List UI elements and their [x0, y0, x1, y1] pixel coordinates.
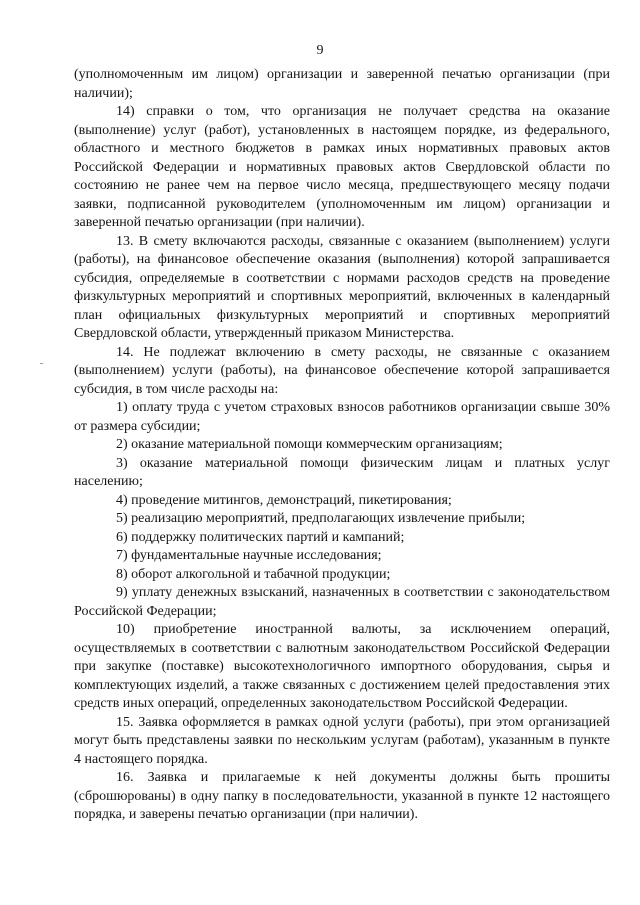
paragraph: 2) оказание материальной помощи коммерческим организациям;	[116, 437, 503, 452]
document-body	[74, 66, 610, 825]
paragraph: 10) приобретение иностранной валюты, за исключением операций, осуществляемых в соответствии с валютным законодательством Российской Федерации при закупке (поставке) высокотехнологичного импортного оборудования, сырья и комплектующих изделий, а также связанных с достижением целей предоставления этих средств иных операций, определенных законодательством Российской Федерации.	[74, 622, 610, 711]
paragraph: 7) фундаментальные научные исследования;	[116, 548, 382, 563]
paragraph: (уполномоченным им лицом) организации и заверенной печатью организации (при наличии);	[74, 67, 610, 101]
paragraph: 15. Заявка оформляется в рамках одной услуги (работы), при этом организацией могут быть представлены заявки по нескольким услугам (работам), указанным в пункте 4 настоящего порядка.	[74, 714, 610, 767]
paragraph: 14. Не подлежат включению в смету расходы, не связанные с оказанием (выполнением) услуги (работы), на финансовое обеспечение которой запрашивается субсидия, в том числе расходы на:	[74, 344, 610, 397]
scan-mark	[40, 363, 43, 364]
paragraph: 1) оплату труда с учетом страховых взносов работников организации свыше 30% от размера субсидии;	[74, 400, 610, 434]
page-number: 9	[316, 43, 324, 58]
paragraph: 4) проведение митингов, демонстраций, пикетирования;	[116, 492, 452, 508]
paragraph: 14) справки о том, что организация не получает средства на оказание (выполнение) услуг (работ), установленных в настоящем порядке, из федерального, областного и местного бюджетов в рамках иных нормативных правовых актов Российской Федерации и нормативных правовых актов Свердловской области по состоянию не ранее чем на первое число месяца, предшествующего месяцу подачи заявки, подписанной руководителем (уполномоченным им лицом) организации и заверенной печатью организации (при наличии).	[74, 104, 610, 230]
paragraph: 6) поддержку политических партий и кампаний;	[116, 529, 405, 545]
paragraph: 13. В смету включаются расходы, связанные с оказанием (выполнением) услуги (работы), на финансовое обеспечение оказания (выполнения) которой запрашивается субсидия, определяемые в соответствии с нормами расходов средств на проведение физкультурных мероприятий и спортивных мероприятий, включенных в календарный план официальных физкультурных мероприятий и спортивных мероприятий Свердловской области, утвержденный приказом Министерства.	[74, 233, 610, 341]
paragraph: 8) оборот алкогольной и табачной продукции;	[116, 566, 391, 582]
paragraph: 3) оказание материальной помощи физическим лицам и платных услуг населению;	[74, 455, 610, 489]
paragraph: 16. Заявка и прилагаемые к ней документы должны быть прошиты (сброшюрованы) в одну папку в последовательности, указанной в пункте 12 настоящего порядка, и заверены печатью организации (при наличии).	[74, 770, 610, 822]
paragraph: 9) уплату денежных взысканий, назначенных в соответствии с законодательством Российской Федерации;	[74, 585, 610, 619]
paragraph: 5) реализацию мероприятий, предполагающих извлечение прибыли;	[116, 511, 526, 526]
